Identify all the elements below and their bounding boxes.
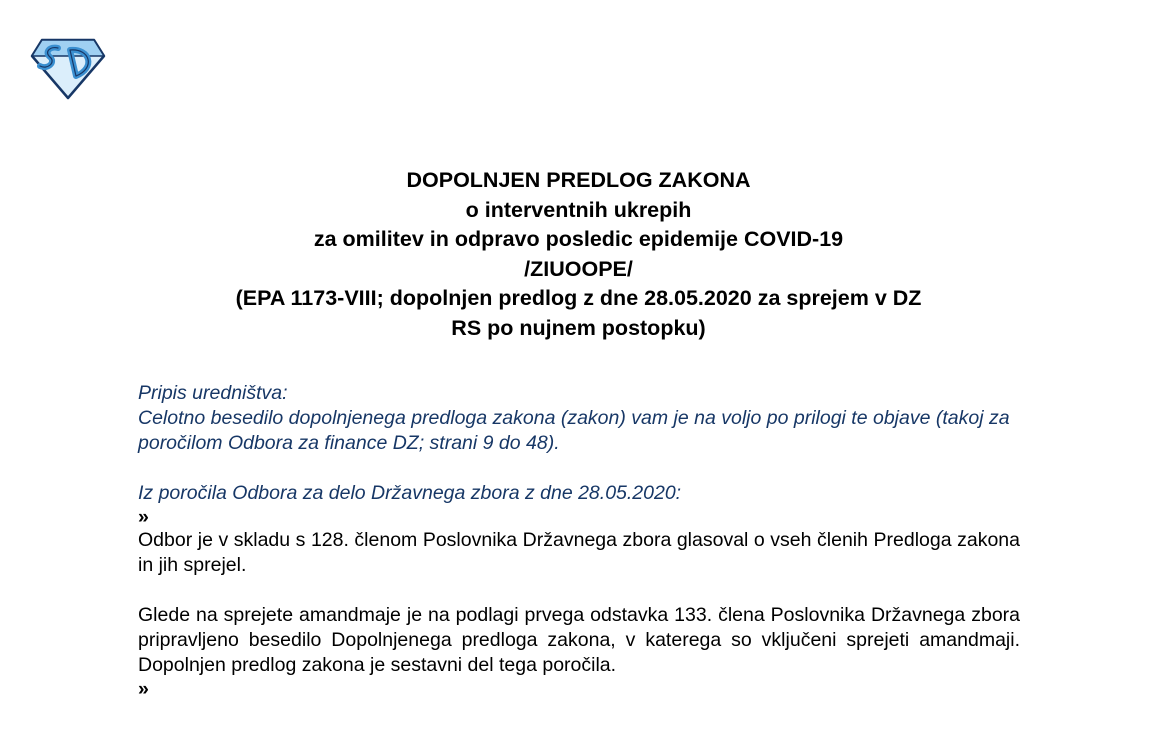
title-line-4: /ZIUOOPE/ [524, 256, 633, 281]
document-body [138, 381, 1020, 700]
editorial-note-heading: Pripis uredništva: [138, 382, 288, 404]
report-paragraph-1: Odbor je v skladu s 128. členom Poslovnika Državnega zbora glasoval o vseh členih Predloga zakona in jih sprejel. [138, 529, 1020, 576]
title-line-3: za omilitev in odpravo posledic epidemije COVID-19 [313, 227, 844, 252]
title-line-6: RS po nujnem postopku) [451, 315, 706, 340]
title-line-1: DOPOLNJEN PREDLOG ZAKONA [406, 168, 751, 192]
quote-close: » [138, 678, 149, 700]
editorial-note-text: Celotno besedilo dopolnjenega predloga zakona (zakon) vam je na voljo po prilogi te objave (takoj za poročilom Odbora za finance DZ; strani 9 do 48). [138, 407, 1010, 454]
report-paragraph-2: Glede na sprejete amandmaje je na podlagi prvega odstavka 133. člena Poslovnika Državnega zbora pripravljeno besedilo Dopolnjenega predloga zakona, v katerega so vključeni sprejeti amandmaji. Dopolnjen predlog zakona je sestavni del tega poročila. [138, 604, 1020, 676]
report-heading: Iz poročila Odbora za delo Državnega zbora z dne 28.05.2020: [138, 482, 682, 504]
document-title [110, 166, 1047, 344]
title-line-2: o interventnih ukrepih [465, 197, 692, 222]
quote-open: » [138, 506, 149, 528]
title-line-5: (EPA 1173-VIII; dopolnjen predlog z dne 28.05.2020 za sprejem v DZ [235, 286, 922, 311]
sd-diamond-logo-icon [30, 38, 106, 100]
